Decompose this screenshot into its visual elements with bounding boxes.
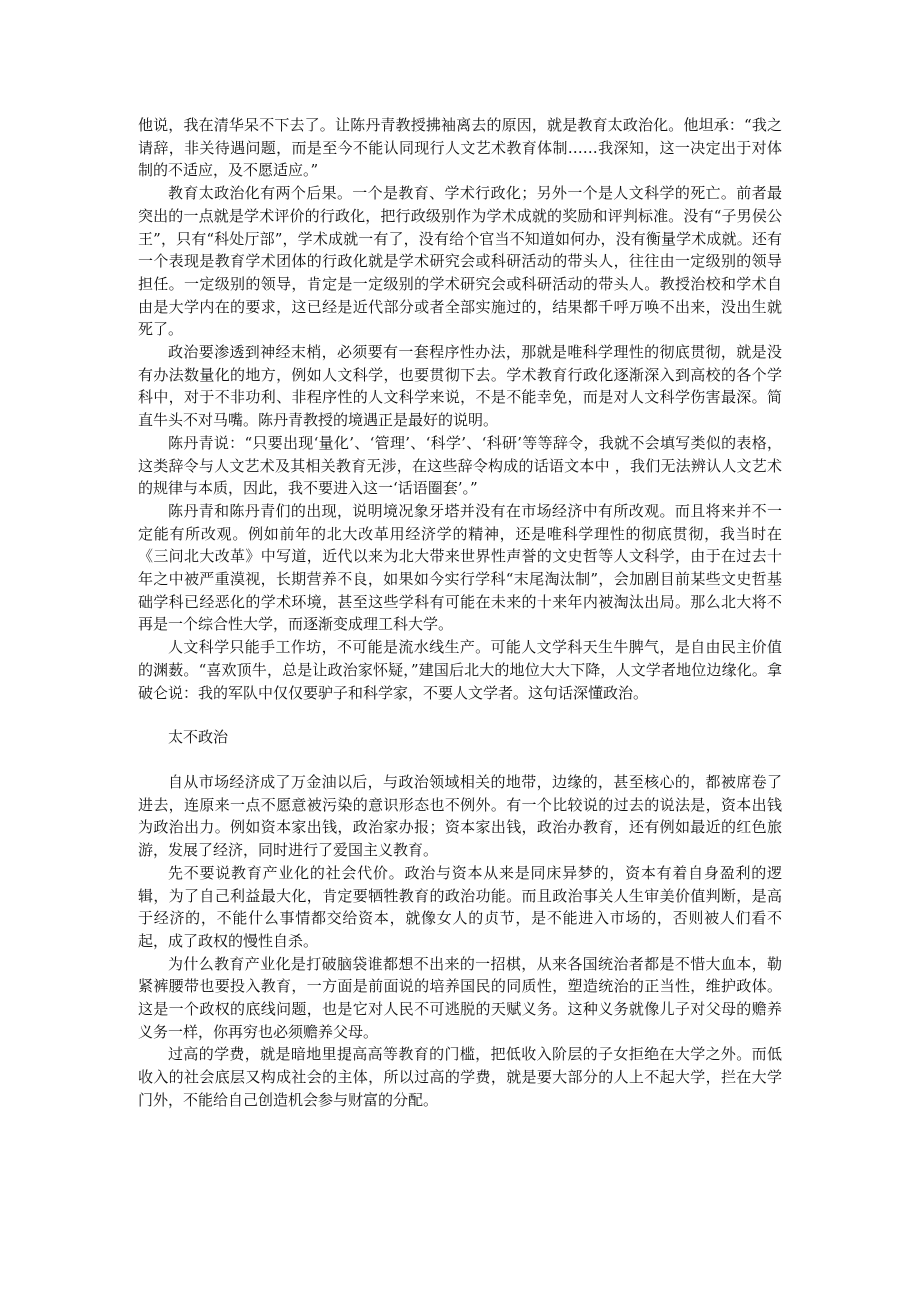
- paragraph-3: 政治要渗透到神经末梢，必须要有一套程序性办法，那就是唯科学理性的彻底贯彻，就是没有办法数量化的地方，例如人文科学，也要贯彻下去。学术教育行政化逐渐深入到高校的各个学科中，对于不非功利、非程序性的人文科学来说，不是不能幸免，而是对人文科学伤害最深。简直牛头不对马嘴。陈丹青教授的境遇正是最好的说明。: [138, 343, 782, 430]
- paragraph-7: 自从市场经济成了万金油以后，与政治领域相关的地带，边缘的，甚至核心的，都被席卷了进去，连原来一点不愿意被污染的意识形态也不例外。有一个比较说的过去的说法是，资本出钱为政治出力。例如资本家出钱，政治家办报；资本家出钱，政治办教育，还有例如最近的红色旅游，发展了经济，同时进行了爱国主义教育。: [138, 772, 782, 860]
- paragraph-6: 人文科学只能手工作坊，不可能是流水线生产。可能人文学科天生牛脾气，是自由民主价值的渊薮。“喜欢顶牛，总是让政治家怀疑，”建国后北大的地位大大下降，人文学者地位边缘化。拿破仑说：我的军队中仅仅要驴子和科学家，不要人文学者。这句话深懂政治。: [138, 638, 782, 702]
- paragraph-10: 过高的学费，就是暗地里提高高等教育的门槛，把低收入阶层的子女拒绝在大学之外。而低收入的社会底层又构成社会的主体，所以过高的学费，就是要大部分的人上不起大学，拦在大学门外，不能给自己创造机会参与财富的分配。: [138, 1045, 782, 1109]
- section-spacer: [138, 704, 782, 726]
- paragraph-5: 陈丹青和陈丹青们的出现，说明境况象牙塔并没有在市场经济中有所改观。而且将来并不一定能有所改观。例如前年的北大改革用经济学的精神，还是唯科学理性的彻底贯彻，我当时在《三问北大改革》中写道，近代以来为北大带来世界性声誉的文史哲等人文科学，由于在过去十年之中被严重漠视，长期营养不良，如果如今实行学科“末尾淘汰制”，会加剧目前某些文史哲基础学科已经恶化的学术环境，甚至这些学科有可能在未来的十来年内被淘汰出局。那么北大将不再是一个综合性大学，而逐渐变成理工科大学。: [138, 501, 782, 634]
- section-heading: 太不政治: [168, 728, 229, 747]
- paragraph-8: 先不要说教育产业化的社会代价。政治与资本从来是同床异梦的，资本有着自身盈利的逻辑，为了自己利益最大化，肯定要牺牲教育的政治功能。而且政治事关人生审美价值判断，是高于经济的，不能什么事情都交给资本，就像女人的贞节，是不能进入市场的，否则被人们看不起，成了政权的慢性自杀。: [138, 863, 782, 950]
- paragraph-9: 为什么教育产业化是打破脑袋谁都想不出来的一招棋，从来各国统治者都是不惜大血本，勒紧裤腰带也要投入教育，一方面是前面说的培养国民的同质性，塑造统治的正当性，维护政体。这是一个政权的底线问题，也是它对人民不可逃脱的天赋义务。这种义务就像儿子对父母的赡养义务一样，你再穷也必须赡养父母。: [138, 954, 782, 1041]
- paragraph-4: 陈丹青说：“只要出现‘量化’、‘管理’、‘科学’、‘科研’等等辞令，我就不会填写类似的表格，这类辞令与人文艺术及其相关教育无涉，在这些辞令构成的话语文本中 ，我们无法辨认人文艺术的规律与本质，因此，我不要进入这一‘话语圈套’。”: [138, 433, 782, 498]
- section-spacer: [138, 749, 782, 771]
- paragraph-2: 教育太政治化有两个后果。一个是教育、学术行政化；另外一个是人文科学的死亡。前者最突出的一点就是学术评价的行政化，把行政级别作为学术成就的奖励和评判标准。没有“子男侯公王”，只有“科处厅部”，学术成就一有了，没有给个官当不知道如何办，没有衡量学术成就。还有一个表现是教育学术团体的行政化就是学术研究会或科研活动的带头人，往往由一定级别的领导担任。一定级别的领导，肯定是一定级别的学术研究会或科研活动的带头人。教授治校和学术自由是大学内在的要求，这已经是近代部分或者全部实施过的，结果都千呼万唤不出来，没出生就死了。: [138, 184, 782, 339]
- paragraph-1: 他说，我在清华呆不下去了。让陈丹青教授拂袖离去的原因，就是教育太政治化。他坦承：“我之请辞，非关待遇问题，而是至今不能认同现行人文艺术教育体制……我深知，这一决定出于对体制的不适应，及不愿适应。”: [138, 116, 782, 180]
